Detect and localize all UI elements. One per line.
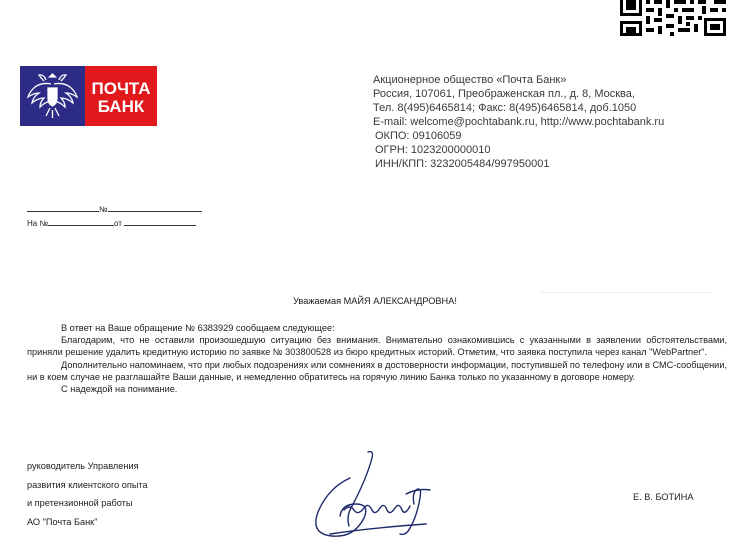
logo-wordmark: [85, 66, 157, 126]
signatory-title-line-1: руководитель Управления: [27, 461, 139, 471]
pochta-bank-logo: [20, 66, 157, 126]
sender-details: [373, 73, 664, 171]
handwritten-signature: [310, 448, 440, 548]
sender-phone-fax: Тел. 8(495)6465814; Факс: 8(495)6465814, доб.1050: [373, 102, 637, 114]
signatory-title-line-4: АО "Почта Банк": [27, 516, 98, 527]
signatory-title-line-2: развития клиентского опыта: [27, 479, 148, 490]
sender-company-name: Акционерное общество «Почта Банк»: [373, 74, 567, 86]
logo-word-1: ПОЧТА: [91, 79, 151, 98]
outgoing-number-line: [27, 203, 202, 217]
date-prefix: от: [114, 219, 122, 228]
faint-divider: [540, 292, 710, 293]
number-blank: [108, 203, 202, 212]
letter-body: [27, 322, 727, 395]
signatory-title-line-3: и претензионной работы: [27, 498, 133, 508]
date-blank: [27, 203, 99, 212]
number-sign: №: [99, 205, 108, 214]
reply-date-blank: [124, 217, 196, 226]
greeting: Уважаемая МАЙЯ АЛЕКСАНДРОВНА!: [293, 296, 457, 306]
body-paragraph-4: С надеждой на понимание.: [61, 384, 178, 395]
signatory-name: Е. В. БОТИНА: [633, 492, 694, 502]
sender-email-web: E-mail: welcome@pochtabank.ru, http://www.pochtabank.ru: [373, 116, 665, 128]
sender-address: Россия, 107061, Преображенская пл., д. 8, Москва,: [373, 88, 635, 100]
sender-ogrn: ОГРН: 1023200000010: [375, 144, 491, 156]
body-paragraph-3: Дополнительно напоминаем, что при любых подозрениях или сомнениях в достоверности информации, поступившей по телефону или в СМС-сообщении, ни в коем случае не разглашайте Ваши данные, и немедленно обратитесь на горячую линию Банка только по указанному в договоре номеру.: [27, 359, 727, 382]
body-paragraph-1: В ответ на Ваше обращение № 6383929 сообщаем следующее:: [61, 323, 335, 333]
reply-prefix: На №: [27, 219, 49, 228]
incoming-reference-line: [27, 217, 202, 231]
reply-number-blank: [48, 217, 114, 226]
body-paragraph-2: Благодарим, что не оставили произошедшую ситуацию без внимания. Внимательно ознакомившись с указанными в заявлении обстоятельствами, приняли решение удалить кредитную историю по заявке № 303800528 из бюро кредитных историй. Отметим, что заявка поступила через канал "WebPartner".: [27, 335, 727, 358]
outgoing-reference-block: [27, 203, 202, 231]
qr-code: [620, 0, 726, 36]
double-headed-eagle-icon: [20, 66, 85, 126]
sender-inn-kpp: ИНН/КПП: 3232005484/997950001: [375, 158, 550, 170]
signatory-title: [27, 457, 148, 531]
sender-okpo: ОКПО: 09106059: [375, 130, 462, 142]
logo-word-2: БАНК: [97, 97, 145, 116]
